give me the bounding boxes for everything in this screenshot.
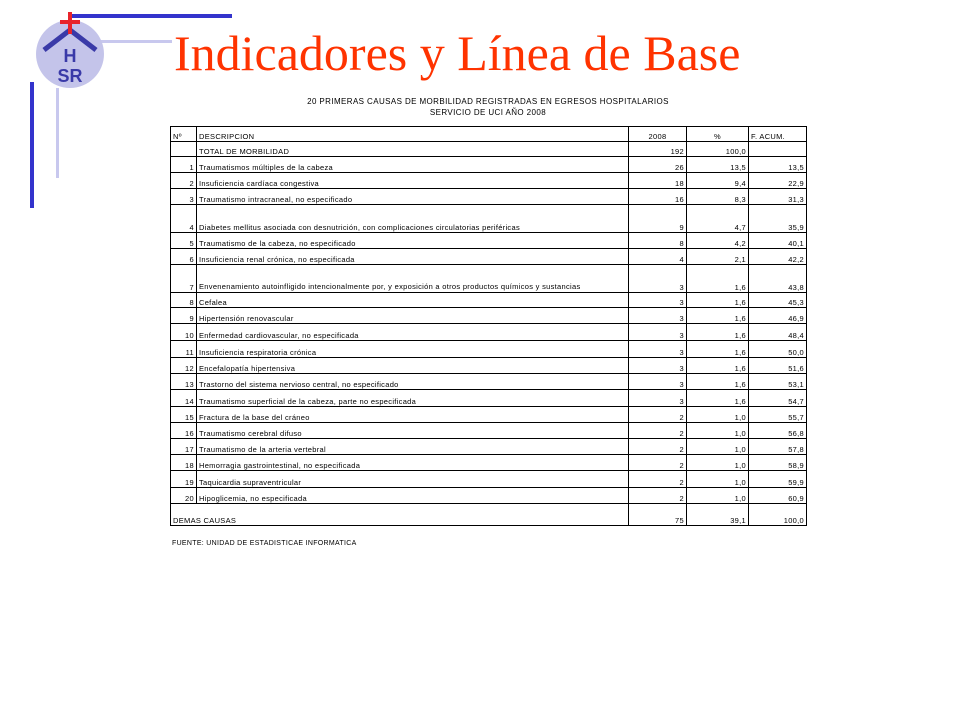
row-percent: 1,0 (687, 455, 749, 471)
table-row (171, 157, 807, 173)
table-row (171, 407, 807, 423)
table-row (171, 249, 807, 265)
row-accumulated: 46,9 (749, 308, 807, 324)
row-accumulated: 60,9 (749, 488, 807, 504)
row-percent: 13,5 (687, 157, 749, 173)
row-description: Insuficiencia renal crónica, no especificada (197, 249, 629, 265)
row-description: Traumatismo cerebral difuso (197, 423, 629, 439)
row-accumulated: 40,1 (749, 233, 807, 249)
row-value: 2 (629, 439, 687, 455)
row-accumulated: 45,3 (749, 293, 807, 308)
row-description: Traumatismo de la arteria vertebral (197, 439, 629, 455)
row-value: 3 (629, 324, 687, 341)
row-number: 13 (171, 374, 197, 390)
row-percent: 2,1 (687, 249, 749, 265)
row-number: 8 (171, 293, 197, 308)
row-description: Traumatismo superficial de la cabeza, parte no especificada (197, 390, 629, 407)
row-number: 19 (171, 471, 197, 488)
row-description: Traumatismos múltiples de la cabeza (197, 157, 629, 173)
total-value: 192 (629, 142, 687, 157)
total-percent: 100,0 (687, 142, 749, 157)
row-value: 16 (629, 189, 687, 205)
row-percent: 1,6 (687, 324, 749, 341)
others-label: DEMAS CAUSAS (171, 504, 629, 526)
total-label: TOTAL DE MORBILIDAD (197, 142, 629, 157)
row-percent: 1,6 (687, 341, 749, 358)
row-percent: 1,0 (687, 439, 749, 455)
row-accumulated: 59,9 (749, 471, 807, 488)
row-description: Insuficiencia cardíaca congestiva (197, 173, 629, 189)
table-title-line1: 20 PRIMERAS CAUSAS DE MORBILIDAD REGISTRADAS EN EGRESOS HOSPITALARIOS (307, 97, 669, 106)
row-accumulated: 56,8 (749, 423, 807, 439)
row-accumulated: 50,0 (749, 341, 807, 358)
row-number: 18 (171, 455, 197, 471)
decor-bar-left-light (56, 88, 59, 178)
row-value: 4 (629, 249, 687, 265)
row-number: 15 (171, 407, 197, 423)
row-number: 17 (171, 439, 197, 455)
others-row (171, 504, 807, 526)
row-accumulated: 22,9 (749, 173, 807, 189)
source-note: FUENTE: UNIDAD DE ESTADISTICAE INFORMATICA (172, 540, 357, 547)
row-description: Fractura de la base del cráneo (197, 407, 629, 423)
row-number: 5 (171, 233, 197, 249)
table-row (171, 488, 807, 504)
row-value: 9 (629, 205, 687, 233)
row-percent: 8,3 (687, 189, 749, 205)
row-value: 2 (629, 488, 687, 504)
row-value: 8 (629, 233, 687, 249)
row-description: Diabetes mellitus asociada con desnutrición, con complicaciones circulatorias periféricas (197, 205, 629, 233)
row-description: Cefalea (197, 293, 629, 308)
row-description: Hipoglicemia, no especificada (197, 488, 629, 504)
row-accumulated: 53,1 (749, 374, 807, 390)
row-number: 14 (171, 390, 197, 407)
row-description: Hipertensión renovascular (197, 308, 629, 324)
row-accumulated: 43,8 (749, 265, 807, 293)
header-n: Nº (171, 127, 197, 142)
table-title-line2: SERVICIO DE UCI AÑO 2008 (429, 108, 547, 117)
row-value: 2 (629, 471, 687, 488)
others-value: 75 (629, 504, 687, 526)
row-accumulated: 58,9 (749, 455, 807, 471)
row-percent: 9,4 (687, 173, 749, 189)
table-row (171, 324, 807, 341)
row-value: 3 (629, 374, 687, 390)
table-row (171, 189, 807, 205)
row-percent: 1,0 (687, 407, 749, 423)
header-description: DESCRIPCION (197, 127, 629, 142)
row-accumulated: 42,2 (749, 249, 807, 265)
table-row (171, 233, 807, 249)
table-body (171, 142, 807, 504)
row-percent: 1,6 (687, 265, 749, 293)
total-row (171, 142, 807, 157)
row-percent: 1,6 (687, 390, 749, 407)
row-value: 3 (629, 308, 687, 324)
row-value: 2 (629, 407, 687, 423)
logo-letter-h: H (63, 46, 77, 66)
row-accumulated: 57,8 (749, 439, 807, 455)
row-number: 6 (171, 249, 197, 265)
row-accumulated: 51,6 (749, 358, 807, 374)
row-number: 10 (171, 324, 197, 341)
table-row (171, 374, 807, 390)
table-row (171, 423, 807, 439)
table-row (171, 205, 807, 233)
row-number: 2 (171, 173, 197, 189)
table-row (171, 265, 807, 293)
row-value: 26 (629, 157, 687, 173)
decor-bar-left (30, 82, 34, 208)
table-row (171, 439, 807, 455)
row-percent: 1,0 (687, 488, 749, 504)
row-percent: 1,0 (687, 471, 749, 488)
row-value: 3 (629, 293, 687, 308)
row-number: 7 (171, 265, 197, 293)
table-row (171, 358, 807, 374)
table-row (171, 390, 807, 407)
row-number: 16 (171, 423, 197, 439)
morbidity-table (170, 126, 807, 526)
row-percent: 1,0 (687, 423, 749, 439)
row-number: 1 (171, 157, 197, 173)
row-description: Enfermedad cardiovascular, no especificada (197, 324, 629, 341)
row-accumulated: 35,9 (749, 205, 807, 233)
row-description: Traumatismo intracraneal, no especificado (197, 189, 629, 205)
logo-letters-sr: SR (57, 66, 83, 86)
row-number: 3 (171, 189, 197, 205)
table-row (171, 455, 807, 471)
row-number: 4 (171, 205, 197, 233)
row-description: Hemorragia gastrointestinal, no especificada (197, 455, 629, 471)
row-number: 9 (171, 308, 197, 324)
row-percent: 1,6 (687, 308, 749, 324)
row-description: Encefalopatía hipertensiva (197, 358, 629, 374)
row-percent: 1,6 (687, 374, 749, 390)
row-percent: 1,6 (687, 358, 749, 374)
row-description: Insuficiencia respiratoria crónica (197, 341, 629, 358)
row-percent: 1,6 (687, 293, 749, 308)
table-row (171, 341, 807, 358)
row-value: 3 (629, 390, 687, 407)
row-value: 3 (629, 265, 687, 293)
row-description: Traumatismo de la cabeza, no especificado (197, 233, 629, 249)
row-number: 11 (171, 341, 197, 358)
row-accumulated: 55,7 (749, 407, 807, 423)
table-row (171, 308, 807, 324)
table-row (171, 173, 807, 189)
row-accumulated: 13,5 (749, 157, 807, 173)
row-accumulated: 31,3 (749, 189, 807, 205)
logo-cross-h (60, 20, 80, 24)
total-n-cell (171, 142, 197, 157)
row-accumulated: 48,4 (749, 324, 807, 341)
row-percent: 4,7 (687, 205, 749, 233)
row-percent: 4,2 (687, 233, 749, 249)
hospital-logo (30, 10, 110, 90)
row-description: Trastorno del sistema nervioso central, no especificado (197, 374, 629, 390)
header-accumulated: F. ACUM. (749, 127, 807, 142)
row-number: 20 (171, 488, 197, 504)
row-value: 3 (629, 358, 687, 374)
table-row (171, 471, 807, 488)
total-accumulated (749, 142, 807, 157)
row-value: 3 (629, 341, 687, 358)
row-value: 2 (629, 423, 687, 439)
table-header-row (171, 127, 807, 142)
table-row (171, 293, 807, 308)
row-accumulated: 54,7 (749, 390, 807, 407)
others-percent: 39,1 (687, 504, 749, 526)
row-number: 12 (171, 358, 197, 374)
header-2008: 2008 (629, 127, 687, 142)
row-description: Envenenamiento autoinfligido intencionalmente por, y exposición a otros productos químicos y sustancias (197, 265, 629, 293)
row-value: 2 (629, 455, 687, 471)
others-accumulated: 100,0 (749, 504, 807, 526)
row-description: Taquicardia supraventricular (197, 471, 629, 488)
row-value: 18 (629, 173, 687, 189)
slide-title: Indicadores y Línea de Base (174, 25, 741, 81)
header-percent: % (687, 127, 749, 142)
